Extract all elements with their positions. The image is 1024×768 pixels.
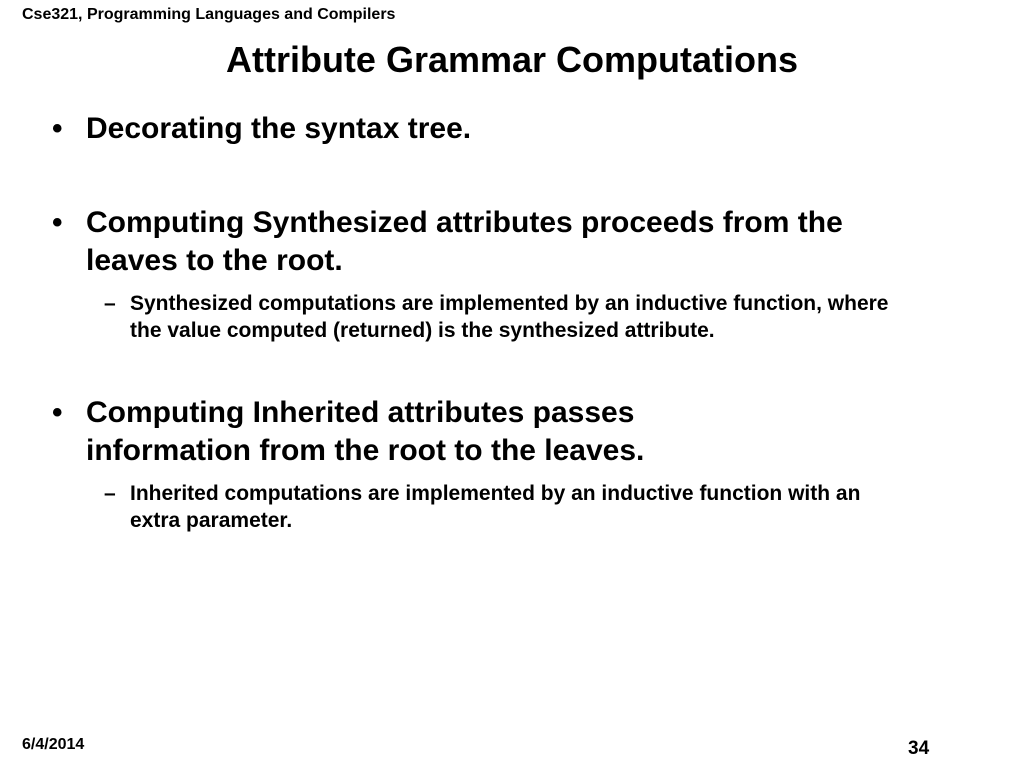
slide-title: Attribute Grammar Computations (225, 39, 799, 80)
sub-bullet-synthesized (104, 290, 890, 344)
sub-bullet-text: Inherited computations are implemented by an inductive function with an extra parameter. (130, 482, 861, 532)
bullet-text: Decorating the syntax tree. (86, 112, 472, 145)
course-header: Cse321, Programming Languages and Compilers (22, 6, 396, 23)
page-number: 34 (908, 738, 930, 759)
sub-bullet-marker: – (104, 292, 116, 315)
sub-bullet-marker: – (104, 482, 116, 505)
bullet-marker: • (52, 396, 63, 429)
bullet-text: Computing Synthesized attributes proceeds from the leaves to the root. (86, 206, 843, 277)
sub-bullet-text: Synthesized computations are implemented by an inductive function, where the value computed (returned) is the synthesized attribute. (130, 292, 889, 342)
slide-content (52, 110, 932, 534)
footer-date: 6/4/2014 (22, 736, 85, 753)
bullet-marker: • (52, 206, 63, 239)
bullet-text: Computing Inherited attributes passes information from the root to the leaves. (86, 396, 645, 467)
sub-bullet-inherited (104, 480, 890, 534)
bullet-marker: • (52, 112, 63, 145)
bullet-inherited (52, 394, 766, 470)
bullet-synthesized (52, 204, 916, 280)
bullet-decorating (52, 110, 932, 148)
